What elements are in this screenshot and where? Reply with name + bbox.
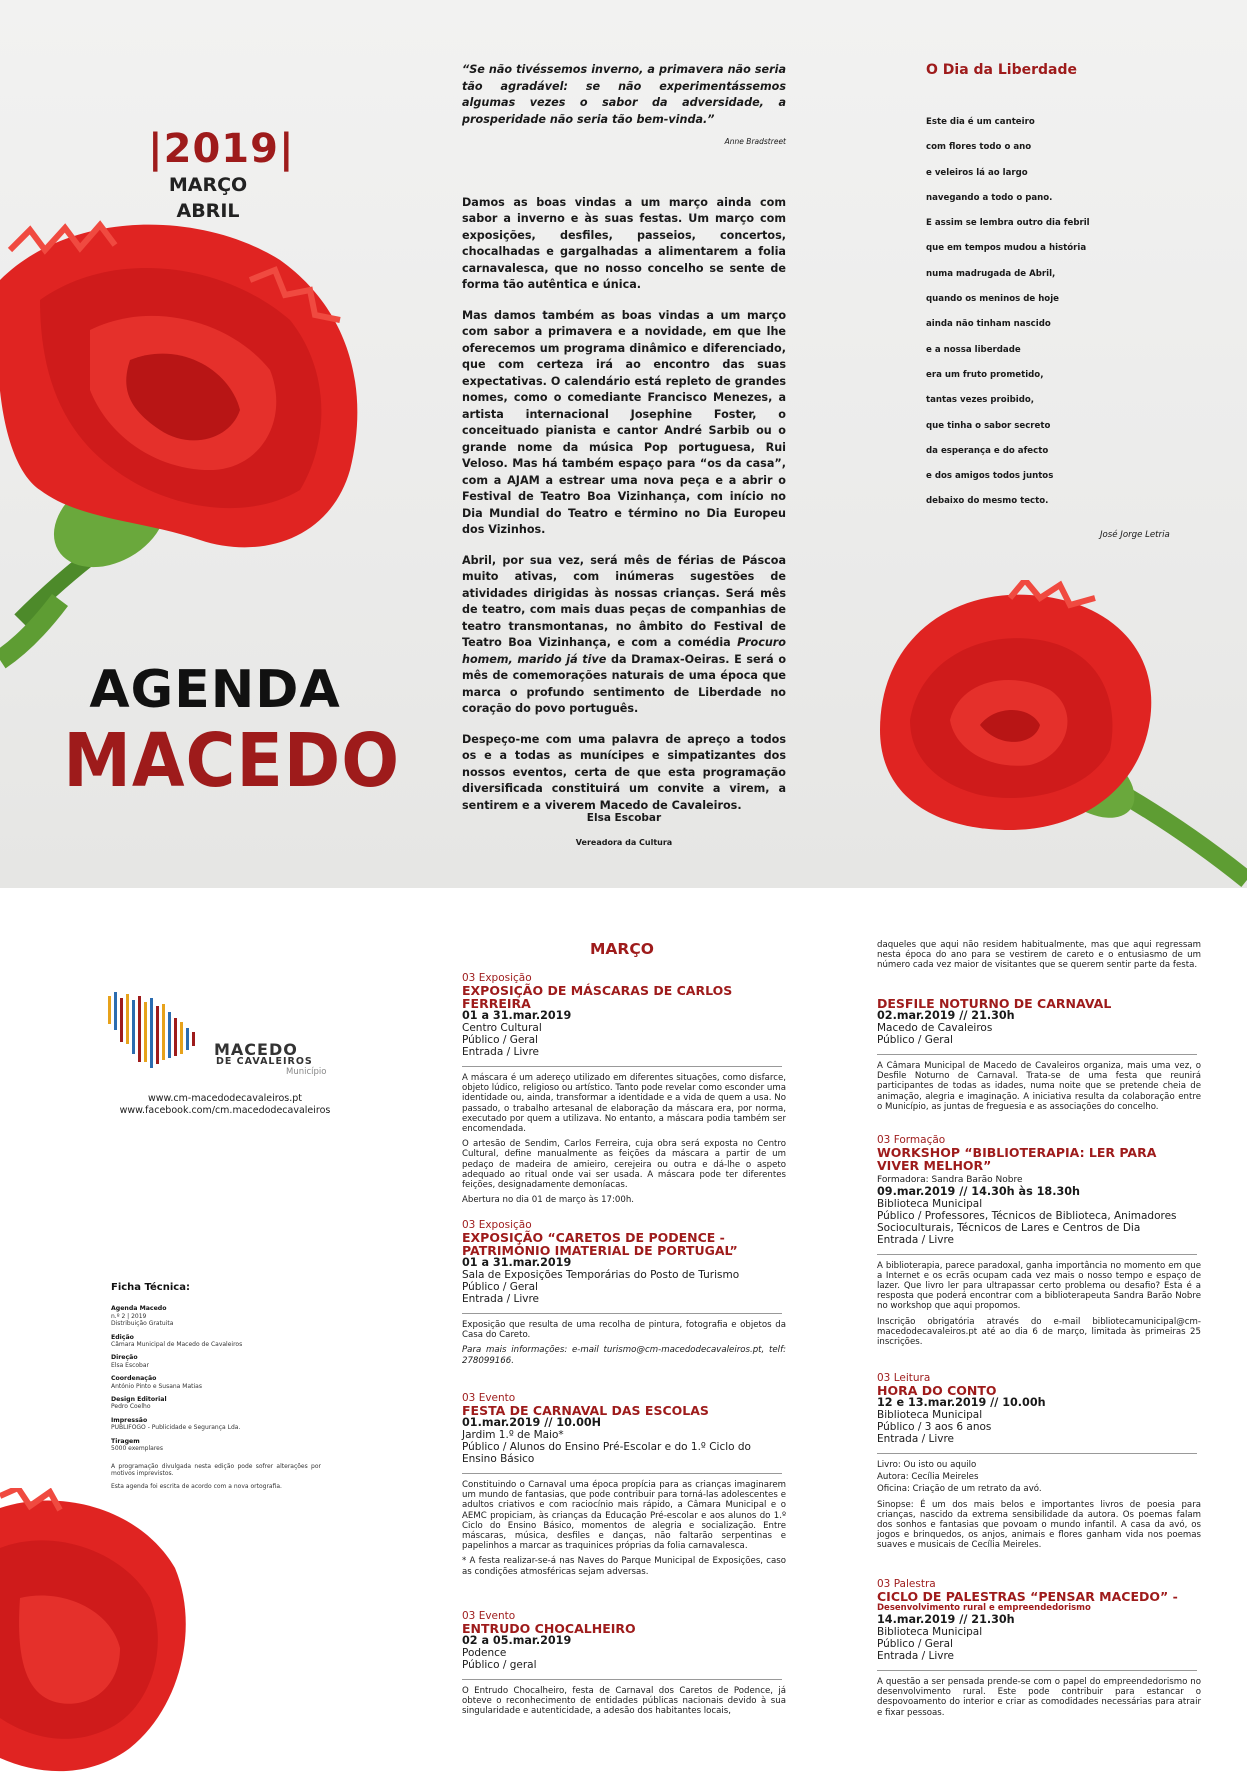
divider <box>462 1679 782 1680</box>
ficha-item: Tiragem 5000 exemplares <box>111 1437 163 1453</box>
logo-municipio: Município <box>286 1067 327 1077</box>
divider <box>462 1473 782 1474</box>
event-trainer: Formadora: Sandra Barão Nobre <box>877 1175 1023 1185</box>
event-date: 02 a 05.mar.2019 <box>462 1634 572 1647</box>
event-category: 03 Evento <box>462 1392 516 1404</box>
facebook-link[interactable]: www.facebook.com/cm.macedodecavaleiros <box>119 1105 331 1116</box>
ficha-item: Coordenação António Pinto e Susana Matias <box>111 1375 202 1390</box>
year: |2019| <box>148 126 295 172</box>
logo-name: MACEDO <box>214 1040 298 1059</box>
event-date: 14.mar.2019 // 21.30h <box>877 1613 1015 1626</box>
web-links <box>90 1093 360 1117</box>
poem-line: e a nossa liberdade <box>926 344 1021 355</box>
title-macedo: MACEDO <box>63 718 401 804</box>
event-title: EXPOSIÇÃO “CARETOS DE PODENCE - PATRIMÓNIO IMATERIAL DE PORTUGAL” <box>462 1230 738 1258</box>
technical-sheet-title: Ficha Técnica: <box>111 1282 190 1293</box>
event-title: EXPOSIÇÃO DE MÁSCARAS DE CARLOS FERREIRA <box>462 983 733 1011</box>
event-date: 01 a 31.mar.2019 <box>462 1256 572 1269</box>
edition-date-block <box>148 126 295 224</box>
event-category: 03 Leitura <box>877 1372 931 1384</box>
technical-sheet <box>111 1284 321 1491</box>
quote-author: Anne Bradstreet <box>724 137 786 146</box>
poem-line: numa madrugada de Abril, <box>926 268 1056 279</box>
ficha-item: Direção Elsa Escobar <box>111 1354 150 1369</box>
divider <box>877 1054 1197 1055</box>
event-title: CICLO DE PALESTRAS “PENSAR MACEDO” - <box>877 1589 1178 1604</box>
poem-line: Este dia é um canteiro <box>926 117 1035 127</box>
divider <box>877 1254 1197 1255</box>
opening-quote: “Se não tivéssemos inverno, a primavera não seria tão agradável: se não experimentássemos algumas vezes o sabor da adversidade, a prosperidade não seria tão bem-vinda.” <box>462 63 786 126</box>
event-caretos: 03 Exposição EXPOSIÇÃO “CARETOS DE PODENCE - PATRIMÓNIO IMATERIAL DE PORTUGAL” 01 a 31.mar.2019 Sala de Exposições Temporárias do Posto de Turismo Público / Geral Entrada / Livre Exposição que resulta de uma recolha de pintura, fotografia e objetos da Casa do Careto. Para mais informações: e-mail turismo@cm-macedodecavaleiros.pt, telf: 278099166. <box>462 1219 786 1366</box>
title-agenda: AGENDA <box>89 660 341 720</box>
event-description: Exposição que resulta de uma recolha de pintura, fotografia e objetos da Casa do Careto. Para mais informações: e-mail turismo@cm-macedodecavaleiros.pt, telf: 278099166. <box>462 1320 786 1366</box>
divider <box>877 1670 1197 1671</box>
paragraph-4: Despeço-me com uma palavra de apreço a todos os e a todas as munícipes e simpatizantes dos nossos eventos, certa de que esta programação diversificada constituirá um convite a virem, a sentirem e a viverem Macedo de Cavaleiros. <box>462 732 786 812</box>
poem-line: que em tempos mudou a história <box>926 243 1087 254</box>
poem-line: da esperança e do afecto <box>926 445 1049 456</box>
event-entrudo: 03 Evento ENTRUDO CHOCALHEIRO 02 a 05.mar.2019 Podence Público / geral O Entrudo Chocalheiro, festa de Carnaval dos Caretos de Podence, já obteve o reconhecimento de entidades públicas nacionais devido à sua singularidade e autenticidade, a adesão dos habitantes locais, <box>462 1610 786 1717</box>
poem-line: era um fruto prometido, <box>926 369 1044 380</box>
paragraph-3: Abril, por sua vez, será mês de férias de Páscoa muito ativas, com inúmeras sugestões de atividades dirigidas às nossas crianças. Será mês de teatro, com mais duas peças de companhias de teatro transmontanas, no âmbito do Festival de Teatro Boa Vizinhança, e com a comédia Procuro homem, marido já tive da Dramax-Oeiras. E será o mês de comemorações naturais de uma época que marca o profundo sentimento de Liberdade no coração do povo português. <box>462 553 786 715</box>
event-description: A Câmara Municipal de Macedo de Cavaleiros organiza, mais uma vez, o Desfile Noturno de Carnaval. Trata-se de uma festa que reunirá participantes de todas as idades, numa noite que se pretende cheia de animação, alegria e imaginação. A iniciativa resulta da colaboração entre o Município, as juntas de freguesia e as associações do concelho. <box>877 1061 1201 1112</box>
carnation-left-illustration <box>0 220 380 670</box>
divider <box>462 1066 782 1067</box>
ficha-note-2: Esta agenda foi escrita de acordo com a nova ortografia. <box>111 1483 282 1491</box>
event-date: 02.mar.2019 // 21.30h <box>877 1009 1015 1022</box>
month-heading: MARÇO <box>590 940 654 958</box>
paragraph-1: Damos as boas vindas a um março ainda com sabor a inverno e às suas festas. Um março com exposições, desfiles, passeios, concertos, chocalhadas e gargalhadas a alimentarem a folia carnavalesca, que no nosso concelho se sente de forma tão autêntica e única. <box>462 195 786 291</box>
poem-author: José Jorge Letria <box>1100 530 1170 540</box>
event-title: ENTRUDO CHOCALHEIRO <box>462 1621 636 1636</box>
poem-line: tantas vezes proibido, <box>926 395 1035 406</box>
poem-line: navegando a todo o pano. <box>926 192 1053 203</box>
ficha-item: Edição Câmara Municipal de Macedo de Cavaleiros <box>111 1333 243 1349</box>
ficha-note-1: A programação divulgada nesta edição pode sofrer alterações por motivos imprevistos. <box>111 1462 321 1477</box>
event-biblioterapia: 03 Formação WORKSHOP “BIBLIOTERAPIA: LER PARA VIVER MELHOR” Formadora: Sandra Barão Nobre 09.mar.2019 // 14.30h às 18.30h Biblioteca Municipal Público / Professores, Técnicos de Biblioteca, Animadores Socioculturais, Técnicos de Lares e Centros de Dia Entrada / Livre A biblioterapia, parece paradoxal, ganha importância no momento em que a Internet e os ecrãs ocupam cada vez mais o nosso tempo e espaço de lazer. Que livro ler para ultrapassar certo problema ou desafio? Esta é a resposta que poderá encontrar com a biblioterapeuta Sandra Barão Nobre no workshop que aqui propomos. Inscrição obrigatória através do e-mail bibliotecamunicipal@cm-macedodecavaleiros.pt até ao dia 6 de março, limitada às primeiras 25 inscrições. <box>877 1134 1201 1347</box>
poem-line: quando os meninos de hoje <box>926 294 1059 305</box>
editorial-text <box>462 62 786 828</box>
event-mascaras: 03 Exposição EXPOSIÇÃO DE MÁSCARAS DE CARLOS FERREIRA 01 a 31.mar.2019 Centro Cultural Público / Geral Entrada / Livre A máscara é um adereço utilizado em diferentes situações, como disfarce, objeto lúdico, religioso ou artístico. Tanto pode revelar como esconder uma identidade ou, ainda, transformar a identidade e a vida de quem a usa. No passado, o trabalho artesanal de elaboração da máscara era, por norma, executado por quem a utilizava. No entanto, a máscara podia também ser encomendada. O artesão de Sendim, Carlos Ferreira, cuja obra será exposta no Centro Cultural, define manualmente as feições da máscara a partir de um pedaço de madeira de amieiro, cerejeira ou outra e dá-lhe o aspeto adequado ao ritual onde vai ser usada. A máscara pode ter diferentes feições, designadamente demoníacas. Abertura no dia 01 de março às 17:00h. <box>462 972 787 1206</box>
poem-line: ainda não tinham nascido <box>926 319 1051 330</box>
event-category: 03 Exposição <box>462 1219 532 1231</box>
carnation-right-illustration <box>860 580 1247 888</box>
poem-line: debaixo do mesmo tecto. <box>926 496 1049 507</box>
poem-line: com flores todo o ano <box>926 142 1032 153</box>
divider <box>462 1313 782 1314</box>
event-description: A questão a ser pensada prende-se com o papel do empreendedorismo no desenvolvimento rural. Este pode contribuir para estancar o despovoamento do interior e criar as comodidades necessárias para atrair e fixar pessoas. <box>877 1677 1201 1718</box>
event-description: Constituindo o Carnaval uma época propícia para as crianças imaginarem um mundo de fantasias, que pode contribuir para torná-las adolescentes e adultos criativos e com raciocínio mais rápido, a Câmara Municipal e o AEMC propiciam, às crianças da Educação Pré-escolar e aos alunos do 1.º Ciclo do Ensino Básico, momentos de alegria e socialização. Entre máscaras, música, desfiles e danças, não faltarão serpentinas e papelinhos a marcar as traquinices próprias da folia carnavalesca. * A festa realizar-se-á nas Naves do Parque Municipal de Exposições, caso as condições atmosféricas sejam adversas. <box>462 1480 786 1577</box>
paragraph-2: Mas damos também as boas vindas a um março com sabor a primavera e a novidade, em que lhe oferecemos um programa dinâmico e diferenciado, que com certeza irá ao encontro das suas expectativas. O calendário está repleto de grandes nomes, como o comediante Francisco Menezes, a artista internacional Josephine Foster, o conceituado pianista e cantor André Sarbib ou o grande nome da música Pop portuguesa, Rui Veloso. Mas há também espaço para “os da casa”, com a AJAM a estrear uma nova peça e a abrir o Festival de Teatro Boa Vizinhança, com início no Dia Mundial do Teatro e término no Dia Europeu dos Vizinhos. <box>462 308 786 536</box>
event-category: 03 Exposição <box>462 972 532 984</box>
event-pensar-macedo: 03 Palestra CICLO DE PALESTRAS “PENSAR MACEDO” - Desenvolvimento rural e empreendedorismo 14.mar.2019 // 21.30h Biblioteca Municipal Público / Geral Entrada / Livre A questão a ser pensada prende-se com o papel do empreendedorismo no desenvolvimento rural. Este pode contribuir para estancar o despovoamento do interior e criar as comodidades necessárias para atrair e fixar pessoas. <box>877 1578 1201 1718</box>
event-category: 03 Palestra <box>877 1578 936 1590</box>
ficha-item: Agenda Macedo n.º 2 | 2019 Distribuição Gratuita <box>111 1305 174 1328</box>
event-title: DESFILE NOTURNO DE CARNAVAL <box>877 996 1112 1011</box>
event-title: FESTA DE CARNAVAL DAS ESCOLAS <box>462 1403 709 1418</box>
event-date: 12 e 13.mar.2019 // 10.00h <box>877 1396 1046 1409</box>
divider <box>877 1453 1197 1454</box>
signature-role: Vereadora da Cultura <box>575 838 673 847</box>
website-link[interactable]: www.cm-macedodecavaleiros.pt <box>147 1093 303 1104</box>
event-date: 09.mar.2019 // 14.30h às 18.30h <box>877 1184 1080 1198</box>
event-category: 03 Evento <box>462 1610 516 1622</box>
entrudo-continuation: daqueles que aqui não residem habitualmente, mas que aqui regressam nesta época do ano para se vestirem de careto e o entusiasmo de um número cada vez maior de visitantes que se querem sentir parte da festa. <box>877 940 1201 971</box>
month-1: MARÇO <box>168 174 248 196</box>
event-carnaval-escolas: 03 Evento FESTA DE CARNAVAL DAS ESCOLAS 01.mar.2019 // 10.00H Jardim 1.º de Maio* Público / Alunos do Ensino Pré-Escolar e do 1.º Ciclo do Ensino Básico Constituindo o Carnaval uma época propícia para as crianças imaginarem um mundo de fantasias, que pode contribuir para torná-las adolescentes e adultos criativos e com raciocínio mais rápido, a Câmara Municipal e o AEMC propiciam, às crianças da Educação Pré-escolar e aos alunos do 1.º Ciclo do Ensino Básico, momentos de alegria e socialização. Entre máscaras, música, desfiles e danças, não faltarão serpentinas e papelinhos a marcar as traquinices próprias da folia carnavalesca. * A festa realizar-se-á nas Naves do Parque Municipal de Exposições, caso as condições atmosféricas sejam adversas. <box>462 1392 786 1577</box>
logo-subtitle: DE CAVALEIROS <box>216 1056 313 1067</box>
event-hora-do-conto: 03 Leitura HORA DO CONTO 12 e 13.mar.2019 // 10.00h Biblioteca Municipal Público / 3 aos 6 anos Entrada / Livre Livro: Ou isto ou aquilo Autora: Cecília Meireles Oficina: Criação de um retrato da avó. Sinopse: É um dos mais belos e importantes livros de poesia para crianças, nascido da extrema sensibilidade da autora. Os poemas falam dos sonhos e fantasias que povoam o mundo infantil. A casa da avó, os jogos e brinquedos, os anjos, animais e flores ganham vida nos poemas suaves e musicais de Cecília Meireles. <box>877 1372 1201 1551</box>
event-description: Livro: Ou isto ou aquilo Autora: Cecília Meireles Oficina: Criação de um retrato da avó. Sinopse: É um dos mais belos e importantes livros de poesia para crianças, nascido da extrema sensibilidade da autora. Os poemas falam dos sonhos e fantasias que povoam o mundo infantil. A casa da avó, os jogos e brinquedos, os anjos, animais e flores ganham vida nos poemas suaves e musicais de Cecília Meireles. <box>877 1460 1201 1551</box>
poem-title: O Dia da Liberdade <box>926 62 1077 78</box>
event-desfile-noturno: DESFILE NOTURNO DE CARNAVAL 02.mar.2019 // 21.30h Macedo de Cavaleiros Público / Geral A Câmara Municipal de Macedo de Cavaleiros organiza, mais uma vez, o Desfile Noturno de Carnaval. Trata-se de uma festa que reunirá participantes de todas as idades, numa noite que se pretende cheia de animação, alegria e imaginação. A iniciativa resulta da colaboração entre o Município, as juntas de freguesia e as associações do concelho. <box>877 996 1201 1112</box>
carnation-bottom-illustration <box>0 1488 190 1776</box>
signature-name: Elsa Escobar <box>586 812 662 824</box>
event-description: A biblioterapia, parece paradoxal, ganha importância no momento em que a Internet e os ecrãs ocupam cada vez mais o nosso tempo e espaço de lazer. Que livro ler para ultrapassar certo problema ou desafio? Esta é a resposta que poderá encontrar com a biblioterapeuta Sandra Barão Nobre no workshop que aqui propomos. Inscrição obrigatória através do e-mail bibliotecamunicipal@cm-macedodecavaleiros.pt até ao dia 6 de março, limitada às primeiras 25 inscrições. <box>877 1260 1201 1347</box>
ficha-item: Impressão PUBLIFOGO - Publicidade e Segurança Lda. <box>111 1416 241 1432</box>
event-category: 03 Formação <box>877 1134 946 1146</box>
event-date: 01 a 31.mar.2019 <box>462 1009 572 1022</box>
event-title: HORA DO CONTO <box>877 1383 997 1398</box>
event-description: O Entrudo Chocalheiro, festa de Carnaval dos Caretos de Podence, já obteve o reconhecimento de entidades públicas nacionais devido à sua singularidade e autenticidade, a adesão dos habitantes locais, <box>462 1686 786 1717</box>
ficha-item: Design Editorial Pedro Coelho <box>111 1396 167 1411</box>
poem-line: e dos amigos todos juntos <box>926 471 1054 482</box>
event-description: A máscara é um adereço utilizado em diferentes situações, como disfarce, objeto lúdico, religioso ou artístico. Tanto pode revelar como esconder uma identidade ou, ainda, transformar a identidade e a vida de quem a usa. No passado, o trabalho artesanal de elaboração da máscara era, por norma, executado por quem a utilizava. No entanto, a máscara podia também ser encomendada. O artesão de Sendim, Carlos Ferreira, cuja obra será exposta no Centro Cultural, define manualmente as feições da máscara a partir de um pedaço de madeira de amieiro, cerejeira ou outra e dá-lhe o aspeto adequado ao ritual onde vai ser usada. A máscara pode ter diferentes feições, designadamente demoníacas. Abertura no dia 01 de março às 17:00h. <box>462 1073 787 1206</box>
event-title: WORKSHOP “BIBLIOTERAPIA: LER PARA VIVER MELHOR” <box>877 1145 1157 1173</box>
month-2: ABRIL <box>176 200 240 222</box>
poem-line: E assim se lembra outro dia febril <box>926 218 1090 229</box>
poem-line: que tinha o sabor secreto <box>926 420 1051 431</box>
poem-line: e veleiros lá ao largo <box>926 167 1028 178</box>
poem-body <box>926 117 1186 522</box>
event-date: 01.mar.2019 // 10.00H <box>462 1416 602 1429</box>
event-subtitle: Desenvolvimento rural e empreendedorismo <box>877 1603 1091 1613</box>
